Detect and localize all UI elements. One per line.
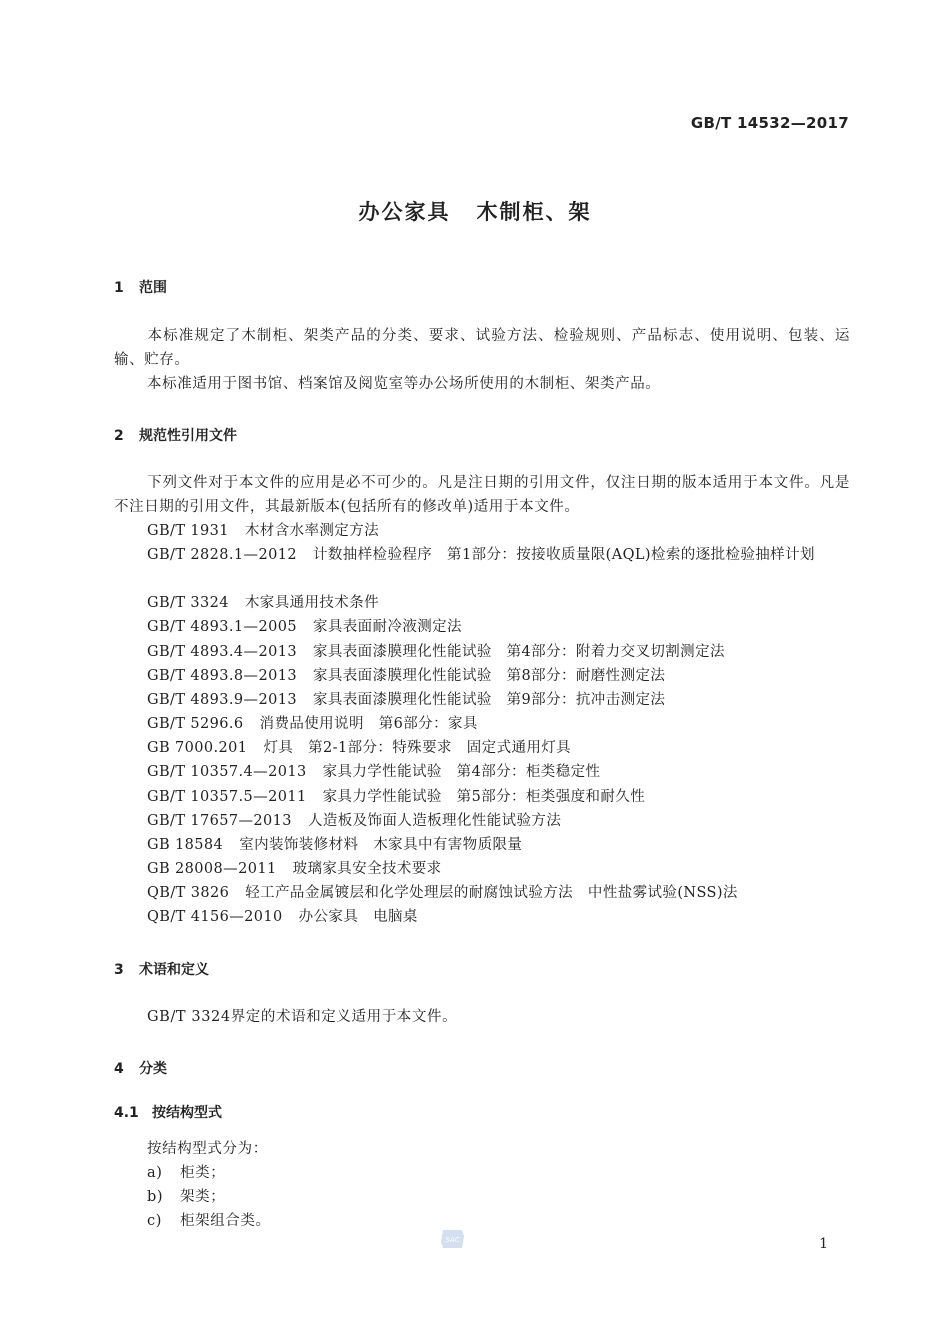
scope-text-1: 本标准规定了木制柜、架类产品的分类、要求、试验方法、检验规则、产品标志、使用说明、包装、运输、贮存。 [114,328,850,368]
list-marker: b) [147,1189,164,1205]
section-title: 规范性引用文件 [139,428,237,444]
reference-title: 木家具通用技术条件 [244,595,380,611]
subsection-heading-structure [114,1102,222,1122]
reference-item [114,543,850,567]
list-text: 架类； [180,1189,226,1205]
title-part2: 木制柜、架 [476,200,592,224]
title-part1: 办公家具 [358,200,451,224]
reference-title: 家具表面耐冷液测定法 [312,619,462,635]
reference-code: GB/T 2828.1—2012 [147,547,297,563]
reference-title: 家具表面漆膜理化性能试验 第4部分：附着力交叉切割测定法 [312,644,725,660]
section-number: 3 [114,962,124,978]
reference-title: 室内装饰装修材料 木家具中有害物质限量 [239,837,523,853]
reference-code: QB/T 3826 [147,885,230,901]
reference-code: GB/T 4893.4—2013 [147,644,297,660]
list-marker: a) [147,1165,163,1181]
section-heading-scope [114,277,167,297]
reference-title: 轻工产品金属镀层和化学处理层的耐腐蚀试验方法 中性盐雾试验(NSS)法 [245,885,738,901]
scope-paragraph-2 [114,372,850,396]
section-heading-classification [114,1058,167,1078]
page-number: 1 [819,1236,828,1252]
reference-item [147,905,418,929]
reference-code: GB 7000.201 [147,740,248,756]
reference-title: 家具表面漆膜理化性能试验 第8部分：耐磨性测定法 [312,668,666,684]
reference-code: GB/T 4893.8—2013 [147,668,297,684]
section-heading-normative [114,425,237,445]
reference-title: 玻璃家具安全技术要求 [292,861,442,877]
reference-code: GB/T 1931 [147,523,229,539]
section-heading-terms [114,959,209,979]
terms-paragraph [114,1005,850,1029]
reference-title: 家具表面漆膜理化性能试验 第9部分：抗冲击测定法 [312,692,666,708]
reference-code: GB 28008—2011 [147,861,277,877]
reference-title: 人造板及饰面人造板理化性能试验方法 [307,813,562,829]
list-item [147,1185,225,1209]
reference-item [147,640,725,664]
list-text: 柜类； [180,1165,226,1181]
reference-code: GB/T 3324 [147,595,229,611]
scope-paragraph-1 [114,324,850,372]
normative-intro [114,471,850,519]
reference-item [147,736,571,760]
reference-title: 家具力学性能试验 第4部分：柜类稳定性 [322,764,601,780]
reference-item [147,688,665,712]
reference-item [147,785,645,809]
reference-item [147,809,561,833]
reference-code: GB 18584 [147,837,224,853]
reference-item [147,857,442,881]
section-number: 2 [114,428,124,444]
reference-item [147,712,478,736]
reference-title: 灯具 第2-1部分：特殊要求 固定式通用灯具 [263,740,572,756]
reference-item [147,591,379,615]
reference-item [147,615,462,639]
sac-watermark-logo [440,1228,465,1250]
section-number: 4.1 [114,1105,139,1121]
section-title: 分类 [139,1061,167,1077]
reference-item [147,760,600,784]
list-marker: c) [147,1213,162,1229]
scope-text-2: 本标准适用于图书馆、档案馆及阅览室等办公场所使用的木制柜、架类产品。 [147,376,661,392]
reference-item [147,833,522,857]
reference-item [147,664,665,688]
section-title: 术语和定义 [139,962,209,978]
section-title: 范围 [139,280,167,296]
watermark-text: SAC [445,1236,460,1244]
classification-intro: 按结构型式分为： [147,1141,268,1157]
terms-text: GB/T 3324界定的术语和定义适用于本文件。 [147,1009,458,1025]
standard-code: GB/T 14532—2017 [690,114,849,132]
reference-code: GB/T 17657—2013 [147,813,292,829]
reference-code: GB/T 4893.9—2013 [147,692,297,708]
normative-intro-text: 下列文件对于本文件的应用是必不可少的。凡是注日期的引用文件，仅注日期的版本适用于本文件。凡是不注日期的引用文件，其最新版本(包括所有的修改单)适用于本文件。 [114,475,850,515]
reference-title: 木材含水率测定方法 [244,523,380,539]
reference-item [147,519,379,543]
reference-code: QB/T 4156—2010 [147,909,283,925]
section-title: 按结构型式 [152,1105,222,1121]
reference-code: GB/T 4893.1—2005 [147,619,297,635]
reference-title: 家具力学性能试验 第5部分：柜类强度和耐久性 [322,789,646,805]
document-title [0,196,950,226]
reference-title: 消费品使用说明 第6部分：家具 [259,716,478,732]
list-text: 柜架组合类。 [180,1213,271,1229]
reference-item [147,881,738,905]
reference-title: 办公家具 电脑桌 [298,909,418,925]
reference-title: 计数抽样检验程序 第1部分：按接收质量限(AQL)检索的逐批检验抽样计划 [312,547,815,563]
section-number: 1 [114,280,124,296]
list-item [147,1209,271,1233]
reference-code: GB/T 10357.4—2013 [147,764,307,780]
reference-code: GB/T 5296.6 [147,716,244,732]
list-item [147,1161,225,1185]
reference-code: GB/T 10357.5—2011 [147,789,307,805]
section-number: 4 [114,1061,124,1077]
